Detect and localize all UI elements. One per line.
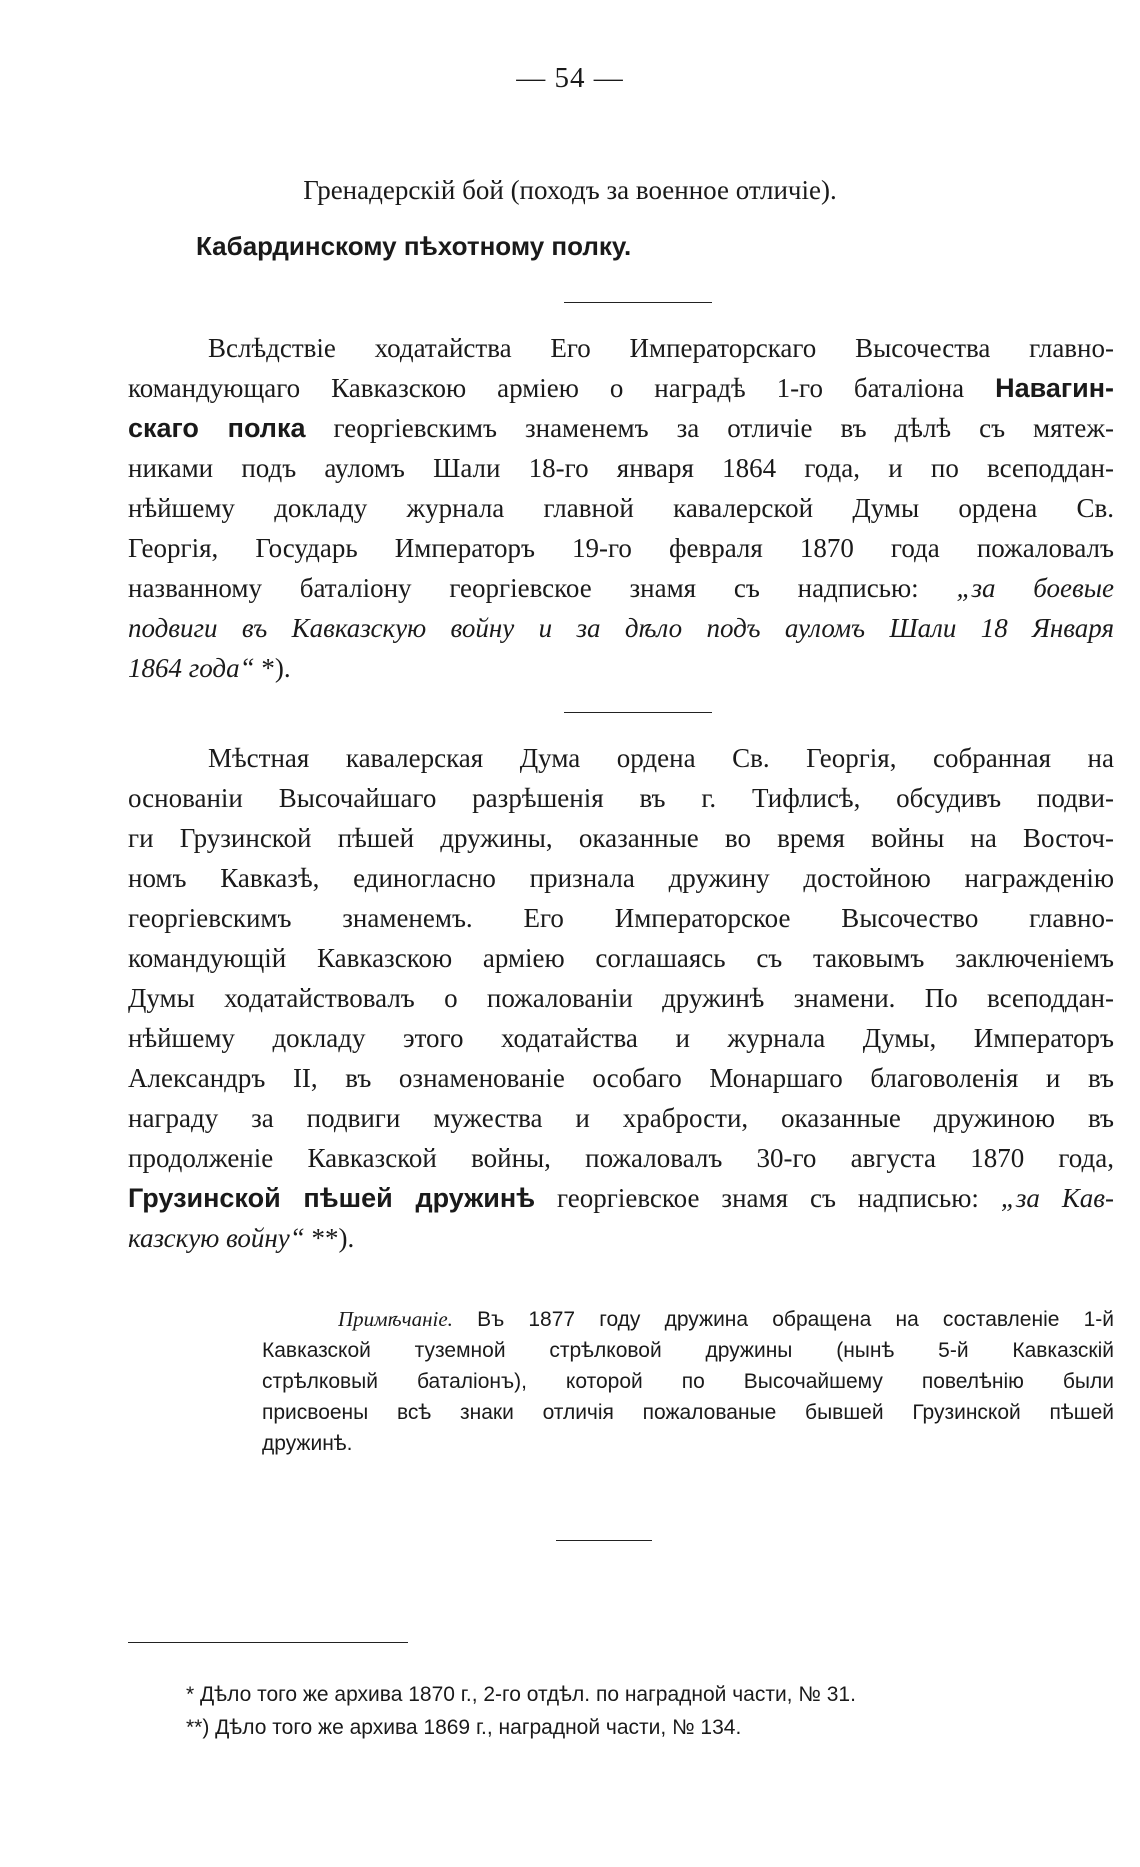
note-line (262, 1335, 1114, 1366)
paragraph2-line (128, 898, 1114, 938)
note-label: Примѣчаніе. (338, 1307, 453, 1331)
italic-text: подвиги въ Кавказскую войну и за дѣло подъ ауломъ Шали 18 Января (128, 613, 1114, 643)
paragraph2-line (128, 1018, 1114, 1058)
text-span: названному баталіону георгіевское знамя съ надписью: (128, 573, 957, 603)
italic-text: 1864 года“ (128, 653, 255, 683)
note-line (262, 1366, 1114, 1397)
subheading: Кабардинскому пѣхотному полку. (196, 231, 632, 261)
paragraph1-line (128, 408, 1114, 448)
bold-text: скаго полка (128, 413, 306, 443)
text-span: Вслѣдствіе ходатайства Его Императорскаго Высочества главно- (208, 333, 1114, 363)
note-line (262, 1397, 1114, 1428)
text-span: номъ Кавказѣ, единогласно признала дружину достойною награжденію (128, 863, 1114, 893)
note-line (262, 1428, 1114, 1459)
paragraph2-line (128, 858, 1114, 898)
text-span: Мѣстная кавалерская Дума ордена Св. Георгія, собранная на (208, 743, 1114, 773)
text-span: стрѣлковый баталіонъ), которой по Высочайшему повелѣнію были (262, 1370, 1114, 1393)
text-span: командующаго Кавказскою арміею о наградѣ 1-го баталіона (128, 373, 996, 403)
italic-text: казскую войну“ (128, 1223, 305, 1253)
paragraph2-line (128, 978, 1114, 1018)
text-span: георгіевскимъ знаменемъ за отличіе въ дѣлѣ съ мятеж- (305, 413, 1114, 443)
paragraph2-line (128, 1098, 1114, 1138)
paragraph2-line (128, 818, 1114, 858)
separator-rule-1 (564, 302, 712, 303)
paragraph1-line (128, 488, 1114, 528)
separator-rule-2 (564, 712, 712, 713)
text-span: основаніи Высочайшаго разрѣшенія въ г. Тифлисѣ, обсудивъ подви- (128, 783, 1114, 813)
note-line (338, 1304, 1114, 1335)
text-span: присвоены всѣ знаки отличія пожалованые бывшей Грузинской пѣшей (262, 1401, 1114, 1424)
page-number: — 54 — (516, 62, 624, 94)
paragraph2-line (128, 778, 1114, 818)
paragraph1-line (128, 608, 1114, 648)
text-span: продолженіе Кавказской войны, пожаловалъ 30-го августа 1870 года, (128, 1143, 1114, 1173)
text-span: никами подъ ауломъ Шали 18-го января 1864 года, и по всеподдан- (128, 453, 1114, 483)
paragraph2-line (128, 1178, 1114, 1218)
paragraph1-line (128, 448, 1114, 488)
text-span: ги Грузинской пѣшей дружины, оказанные во время войны на Восточ- (128, 823, 1114, 853)
paragraph2-line (128, 1138, 1114, 1178)
italic-text: „за Кав- (1000, 1183, 1114, 1213)
text-span: Александръ II, въ ознаменованіе особаго Монаршаго благоволенія и въ (128, 1063, 1114, 1093)
separator-rule-3 (556, 1540, 652, 1541)
text-span: нѣйшему докладу журнала главной кавалерской Думы ордена Св. (128, 493, 1114, 523)
paragraph2-line (208, 738, 1114, 778)
paragraph1-line (128, 568, 1114, 608)
paragraph1-line (208, 328, 1114, 368)
paragraph2-line (128, 1058, 1114, 1098)
footnote-1: * Дѣло того же архива 1870 г., 2-го отдѣл. по наградной части, № 31. (186, 1683, 856, 1706)
footnote-2: **) Дѣло того же архива 1869 г., наградной части, № 134. (186, 1716, 742, 1739)
bold-text: Грузинской пѣшей дружинѣ (128, 1183, 536, 1213)
text-span: **). (304, 1223, 355, 1253)
text-span: Георгія, Государь Императоръ 19-го февраля 1870 года пожаловалъ (128, 533, 1114, 563)
text-span: дружинѣ. (262, 1432, 353, 1455)
text-span: Въ 1877 году дружина обращена на составленіе 1-й (452, 1308, 1114, 1331)
text-span: Кавказской туземной стрѣлковой дружины (нынѣ 5-й Кавказскій (262, 1339, 1114, 1362)
text-span: награду за подвиги мужества и храбрости, оказанные дружиною въ (128, 1103, 1114, 1133)
paragraph1-line (128, 648, 1114, 688)
italic-text: „за боевые (956, 573, 1114, 603)
bold-text: Навагин- (995, 373, 1114, 403)
paragraph2-line (128, 1218, 1114, 1258)
paragraph2-line (128, 938, 1114, 978)
text-span: *). (254, 653, 291, 683)
footnote-rule (128, 1642, 408, 1643)
text-span: командующій Кавказскою арміею соглашаясь съ таковымъ заключеніемъ (128, 943, 1114, 973)
section-heading: Гренадерскій бой (походъ за военное отличіе). (303, 175, 837, 205)
text-span: георгіевскимъ знаменемъ. Его Императорское Высочество главно- (128, 903, 1114, 933)
text-span: георгіевское знамя съ надписью: (535, 1183, 1001, 1213)
paragraph1-line (128, 368, 1114, 408)
text-span: Думы ходатайствовалъ о пожалованіи дружинѣ знамени. По всеподдан- (128, 983, 1114, 1013)
paragraph1-line (128, 528, 1114, 568)
text-span: нѣйшему докладу этого ходатайства и журнала Думы, Императоръ (128, 1023, 1114, 1053)
